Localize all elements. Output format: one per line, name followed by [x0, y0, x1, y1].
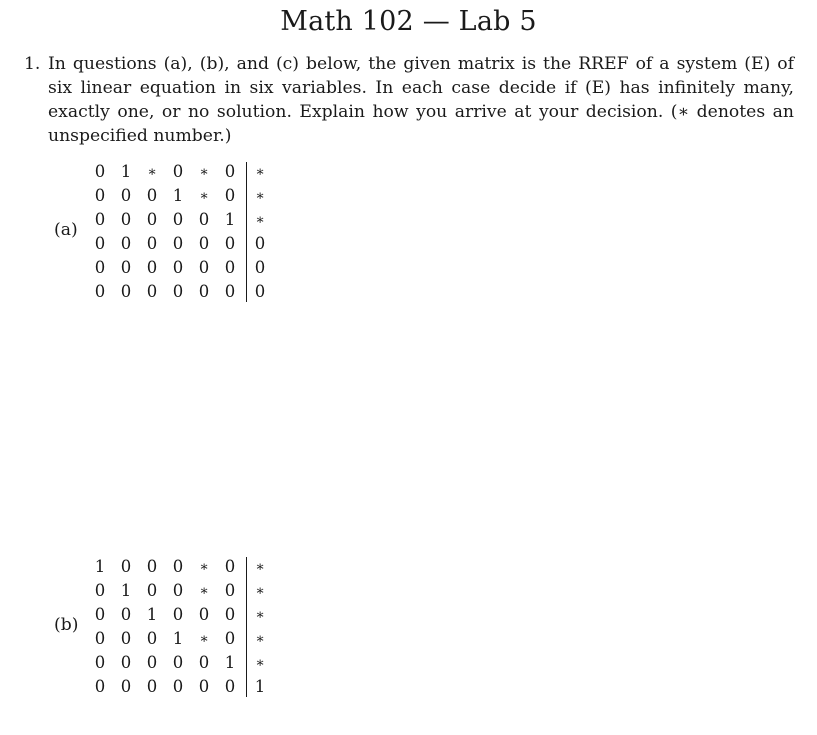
matrix-entry: 0	[224, 258, 236, 277]
part-b-label: (b)	[54, 615, 79, 635]
matrix-entry: 0	[224, 234, 236, 253]
matrix-entry: 0	[120, 258, 132, 277]
matrix-row	[90, 555, 280, 579]
matrix-entry: 0	[120, 282, 132, 301]
part-a-label: (a)	[54, 220, 78, 240]
matrix-entry: 1	[224, 210, 236, 229]
matrix-entry: 0	[120, 653, 132, 672]
matrix-entry: 0	[120, 210, 132, 229]
matrix-entry: 1	[224, 653, 236, 672]
matrix-row	[90, 675, 280, 699]
matrix-entry: ∗	[199, 164, 209, 180]
matrix-entry: 0	[94, 581, 106, 600]
matrix-entry: 0	[198, 258, 210, 277]
matrix-entry: 0	[224, 282, 236, 301]
part-b-matrix	[90, 555, 280, 699]
augmented-entry: ∗	[255, 631, 265, 647]
matrix-entry: 0	[146, 186, 158, 205]
matrix-entry: 0	[146, 282, 158, 301]
matrix-entry: 0	[146, 258, 158, 277]
matrix-entry: 0	[94, 282, 106, 301]
matrix-row	[90, 280, 280, 304]
question-1	[24, 52, 794, 148]
augmented-entry: ∗	[255, 164, 265, 180]
matrix-entry: 0	[146, 557, 158, 576]
matrix-entry: 0	[120, 605, 132, 624]
matrix-entry: 0	[172, 677, 184, 696]
question-number: 1.	[24, 54, 41, 74]
matrix-entry: 0	[224, 557, 236, 576]
matrix-row	[90, 208, 280, 232]
matrix-entry: 1	[120, 581, 132, 600]
matrix-entry: 0	[120, 234, 132, 253]
matrix-entry: 0	[146, 653, 158, 672]
page-title: Math 102 — Lab 5	[280, 6, 537, 37]
matrix-entry: 0	[224, 186, 236, 205]
matrix-entry: 0	[94, 210, 106, 229]
matrix-entry: ∗	[199, 559, 209, 575]
augmented-entry: 1	[254, 677, 266, 696]
part-a-matrix	[90, 160, 280, 304]
matrix-entry: 0	[224, 581, 236, 600]
augmented-entry: ∗	[255, 655, 265, 671]
matrix-entry: 1	[146, 605, 158, 624]
matrix-entry: 0	[172, 605, 184, 624]
matrix-entry: 0	[224, 162, 236, 181]
matrix-entry: ∗	[199, 631, 209, 647]
matrix-entry: 0	[120, 677, 132, 696]
matrix-entry: 0	[94, 653, 106, 672]
matrix-row	[90, 603, 280, 627]
matrix-row	[90, 651, 280, 675]
matrix-entry: 0	[198, 210, 210, 229]
augmented-entry: ∗	[255, 212, 265, 228]
matrix-entry: 0	[172, 581, 184, 600]
augmented-entry: 0	[254, 234, 266, 253]
matrix-entry: ∗	[147, 164, 157, 180]
augmented-entry: ∗	[255, 583, 265, 599]
matrix-entry: 0	[198, 605, 210, 624]
matrix-entry: 0	[120, 557, 132, 576]
matrix-entry: 1	[172, 629, 184, 648]
matrix-entry: 0	[94, 162, 106, 181]
augmented-entry: ∗	[255, 559, 265, 575]
matrix-entry: 0	[94, 605, 106, 624]
question-text: In questions (a), (b), and (c) below, the given matrix is the RREF of a system (E) of six linear equation in six variables. In each case decide if (E) has infinitely many, exactly one, or no solution. Explain how you arrive at your decision. (∗ denotes an unspecified number.)	[48, 54, 794, 146]
matrix-entry: 0	[146, 581, 158, 600]
matrix-entry: 0	[198, 282, 210, 301]
matrix-entry: 0	[146, 629, 158, 648]
matrix-entry: ∗	[199, 583, 209, 599]
matrix-entry: 0	[198, 653, 210, 672]
matrix-row	[90, 256, 280, 280]
matrix-entry: 0	[94, 629, 106, 648]
matrix-entry: 0	[172, 282, 184, 301]
augmented-entry: 0	[254, 258, 266, 277]
matrix-row	[90, 184, 280, 208]
matrix-entry: 0	[172, 162, 184, 181]
matrix-entry: 0	[172, 557, 184, 576]
matrix-entry: 1	[172, 186, 184, 205]
matrix-entry: ∗	[199, 188, 209, 204]
augmented-entry: 0	[254, 282, 266, 301]
matrix-entry: 0	[146, 234, 158, 253]
matrix-entry: 1	[94, 557, 106, 576]
matrix-entry: 1	[120, 162, 132, 181]
matrix-entry: 0	[94, 186, 106, 205]
matrix-entry: 0	[224, 677, 236, 696]
matrix-entry: 0	[94, 677, 106, 696]
matrix-entry: 0	[172, 258, 184, 277]
matrix-row	[90, 232, 280, 256]
matrix-entry: 0	[172, 653, 184, 672]
matrix-entry: 0	[224, 629, 236, 648]
matrix-entry: 0	[94, 258, 106, 277]
matrix-entry: 0	[172, 210, 184, 229]
matrix-entry: 0	[120, 629, 132, 648]
matrix-entry: 0	[146, 677, 158, 696]
augmented-entry: ∗	[255, 607, 265, 623]
augmented-entry: ∗	[255, 188, 265, 204]
matrix-entry: 0	[94, 234, 106, 253]
matrix-row	[90, 579, 280, 603]
matrix-entry: 0	[172, 234, 184, 253]
matrix-row	[90, 627, 280, 651]
matrix-entry: 0	[146, 210, 158, 229]
matrix-row	[90, 160, 280, 184]
matrix-entry: 0	[198, 234, 210, 253]
matrix-entry: 0	[198, 677, 210, 696]
matrix-entry: 0	[120, 186, 132, 205]
matrix-entry: 0	[224, 605, 236, 624]
